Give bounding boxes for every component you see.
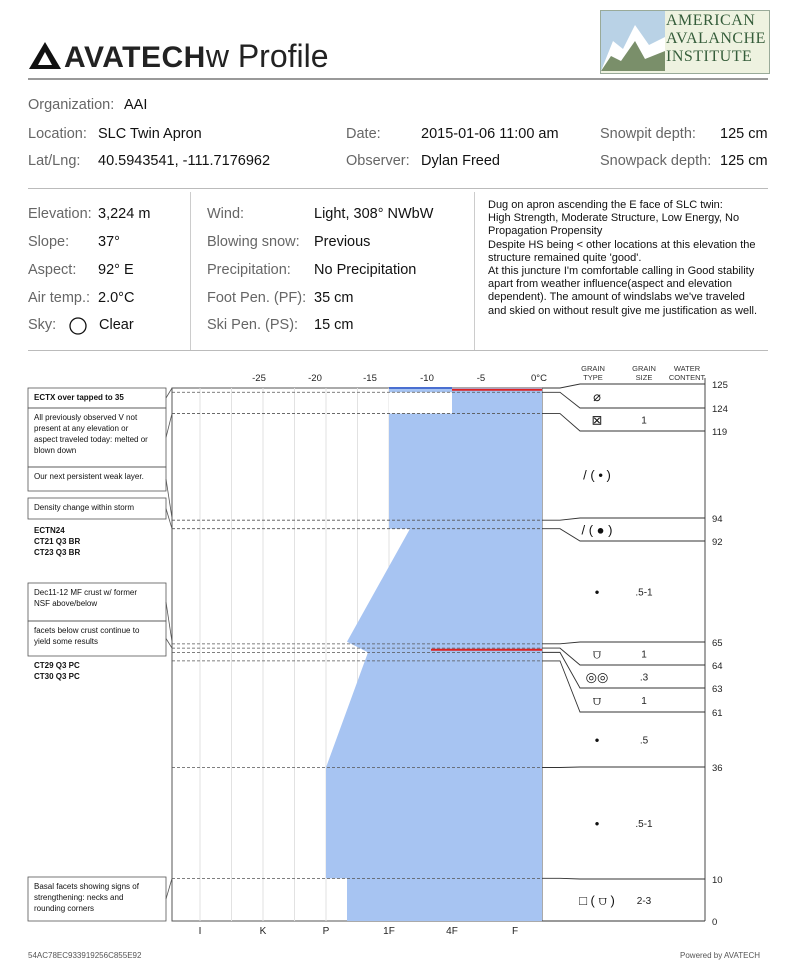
comment-text: Our next persistent weak layer.	[34, 472, 144, 481]
grain-type: □ ( ⩌ )	[579, 893, 615, 908]
snowpit-depth-label: Snowpit depth:	[600, 126, 696, 142]
column-header: CONTENT	[668, 373, 706, 382]
note-line: apart from weather influence(aspect and elevation	[488, 278, 732, 291]
column-separator	[474, 192, 475, 350]
air-temp-label: Air temp.:	[28, 290, 91, 306]
temperature-axis	[252, 373, 547, 384]
grain-type: ⩌	[592, 693, 602, 708]
sky-value: Clear	[99, 317, 134, 333]
slope-label: Slope:	[28, 234, 70, 250]
ski-pen-label: Ski Pen. (PS):	[207, 317, 299, 333]
brand-logo	[28, 38, 329, 75]
clear-sky-icon	[68, 316, 88, 336]
avatech-triangle-icon	[28, 40, 62, 70]
hardness-tick: P	[322, 926, 330, 937]
grain-column	[579, 389, 653, 908]
powered-by: Powered by AVATECH	[680, 951, 761, 960]
comment-text: Dec11-12 MF crust w/ former	[34, 588, 137, 597]
latlng-value: 40.5943541, -111.7176962	[98, 153, 271, 169]
location-label: Location:	[28, 126, 87, 142]
comment-column	[28, 388, 172, 921]
column-separator	[190, 192, 191, 350]
product-name: w Profile	[205, 38, 329, 74]
comment-text: strengthening: necks and	[34, 893, 124, 902]
comment-connector	[166, 414, 172, 438]
profile-id: 54AC78EC933919256C855E92	[28, 951, 142, 960]
institute-line: AMERICAN	[666, 12, 756, 29]
depth-label: 61	[712, 708, 723, 719]
comment-text: CT23 Q3 BR	[34, 548, 81, 557]
hardness-gap	[389, 392, 452, 413]
grain-type: / ( • )	[583, 467, 611, 483]
hardness-tick: I	[198, 926, 202, 937]
hardness-axis	[199, 926, 518, 937]
depth-label: 64	[712, 661, 723, 672]
note-line: Propagation Propensity	[488, 225, 603, 238]
temp-tick: 0°C	[531, 373, 547, 384]
note-line: structure remained quite 'good'.	[488, 251, 642, 264]
comment-text: NSF above/below	[34, 599, 98, 608]
column-headers	[581, 364, 705, 382]
depth-label: 92	[712, 537, 723, 548]
grain-type: •	[594, 816, 600, 831]
depth-label: 63	[712, 684, 723, 695]
observer-value: Dylan Freed	[421, 153, 500, 169]
precipitation-label: Precipitation:	[207, 262, 291, 278]
layer-connector	[542, 648, 705, 665]
organization-label: Organization:	[28, 97, 115, 113]
depth-label: 0	[712, 917, 718, 928]
grain-type: / ( ● )	[581, 522, 613, 538]
comment-text: facets below crust continue to	[34, 626, 140, 635]
temp-tick: -25	[252, 373, 266, 384]
note-line: and skied on without result give me justification as well.	[488, 304, 758, 317]
observer-label: Observer:	[346, 153, 410, 169]
layer-connector	[542, 661, 705, 712]
snowpit-depth-value: 125 cm	[720, 126, 768, 142]
temp-tick: -10	[420, 373, 434, 384]
column-header: SIZE	[635, 373, 653, 382]
air-temp-value: 2.0°C	[98, 290, 135, 306]
sky-label: Sky:	[28, 317, 57, 333]
column-header: WATER	[673, 364, 701, 373]
comment-text: Basal facets showing signs of	[34, 882, 139, 891]
column-header: GRAIN	[581, 364, 605, 373]
comment-text: All previously observed V not	[34, 413, 138, 422]
depth-label: 65	[712, 638, 723, 649]
foot-pen-value: 35 cm	[314, 290, 354, 306]
note-line: At this juncture I'm comfortable calling in Good stability	[488, 265, 755, 278]
header-rule	[28, 78, 768, 80]
organization-value: AAI	[124, 97, 148, 113]
note-line: Dug on apron ascending the E face of SLC twin:	[488, 199, 723, 211]
comment-text: present at any elevation or	[34, 424, 129, 433]
layer-connector	[542, 414, 705, 431]
grain-size: 1	[641, 696, 647, 707]
depth-axis	[712, 380, 728, 928]
blowing-snow-label: Blowing snow:	[207, 234, 300, 250]
note-line: High Strength, Moderate Structure, Low Energy, No	[488, 212, 740, 225]
comment-text: yield some results	[34, 637, 99, 646]
date-label: Date:	[346, 126, 381, 142]
institute-name	[666, 12, 766, 66]
comment-text: rounding corners	[34, 904, 95, 913]
temp-tick: -15	[363, 373, 377, 384]
hardness-tick: 1F	[383, 926, 395, 937]
date-value: 2015-01-06 11:00 am	[421, 126, 559, 142]
grain-size: 1	[641, 415, 647, 427]
grain-type: ⊠	[591, 412, 603, 428]
grain-size: .5-1	[635, 587, 653, 599]
layer-connector	[542, 384, 705, 388]
snowpack-depth-label: Snowpack depth:	[600, 153, 712, 169]
wind-label: Wind:	[207, 206, 245, 222]
comment-connector	[166, 602, 172, 642]
grain-size: 2-3	[636, 896, 652, 907]
elevation-label: Elevation:	[28, 206, 92, 222]
note-line: Despite HS being < other locations at this elevation the	[488, 238, 756, 251]
depth-label: 36	[712, 763, 723, 774]
grain-size: .3	[639, 672, 649, 684]
hardness-tick: F	[511, 926, 519, 937]
column-header: TYPE	[583, 373, 603, 382]
comment-text: CT29 Q3 PC	[34, 661, 80, 670]
depth-label: 124	[712, 404, 728, 415]
grain-type: •	[594, 732, 600, 748]
comment-text: ECTX over tapped to 35	[34, 393, 124, 402]
elevation-value: 3,224 m	[98, 206, 151, 222]
institute-line: AVALANCHE	[666, 30, 766, 47]
layer-connector	[542, 392, 705, 408]
grain-type: ⌀	[593, 389, 601, 404]
grain-type: •	[594, 584, 600, 600]
comment-text: CT30 Q3 PC	[34, 672, 80, 681]
mountain-icon	[601, 11, 665, 71]
temp-tick: -20	[308, 373, 322, 384]
hardness-tick: K	[259, 926, 267, 937]
slope-value: 37°	[98, 234, 120, 250]
blowing-snow-value: Previous	[314, 234, 371, 250]
foot-pen-label: Foot Pen. (PF):	[207, 290, 307, 306]
comment-connector	[166, 639, 172, 649]
section-rule	[28, 350, 768, 351]
column-header: GRAIN	[632, 364, 656, 373]
comment-connector	[166, 878, 172, 899]
latlng-label: Lat/Lng:	[28, 153, 81, 169]
brand-name: AVATECH	[64, 41, 206, 74]
comment-text: CT21 Q3 BR	[34, 537, 81, 546]
comment-text: aspect traveled today: melted or	[34, 435, 148, 444]
depth-label: 10	[712, 875, 723, 886]
location-value: SLC Twin Apron	[98, 126, 202, 142]
snowpack-depth-value: 125 cm	[720, 153, 768, 169]
grain-size: .5	[639, 735, 649, 747]
depth-label: 119	[712, 427, 728, 438]
aspect-value: 92° E	[98, 262, 134, 278]
hardness-tick: 4F	[446, 926, 458, 937]
aspect-label: Aspect:	[28, 262, 77, 278]
comment-connector	[166, 388, 172, 398]
section-rule	[28, 188, 768, 189]
temp-tick: -5	[476, 373, 486, 384]
layer-connector	[542, 518, 705, 520]
layer-connector	[542, 878, 705, 879]
comment-text: blown down	[34, 446, 77, 455]
precipitation-value: No Precipitation	[314, 262, 417, 278]
comment-text: ECTN24	[34, 526, 65, 535]
depth-label: 125	[712, 380, 728, 391]
layer-connector	[542, 529, 705, 541]
institute-line: INSTITUTE	[666, 48, 753, 65]
note-line: dependent). The amount of windslabs we've traveled	[488, 291, 745, 304]
grain-type: ◎◎	[585, 669, 609, 685]
depth-label: 94	[712, 514, 723, 525]
layer-connector	[542, 642, 705, 644]
comment-text: Density change within storm	[34, 503, 135, 512]
grain-size: .5-1	[635, 819, 653, 830]
layer-connector	[542, 649, 705, 688]
wind-value: Light, 308° NWbW	[314, 206, 434, 222]
grain-size: 1	[641, 649, 647, 661]
notes-block	[488, 199, 773, 318]
grain-type: ⩌	[592, 646, 602, 662]
snow-profile-chart	[0, 355, 800, 945]
ski-pen-value: 15 cm	[314, 317, 354, 333]
